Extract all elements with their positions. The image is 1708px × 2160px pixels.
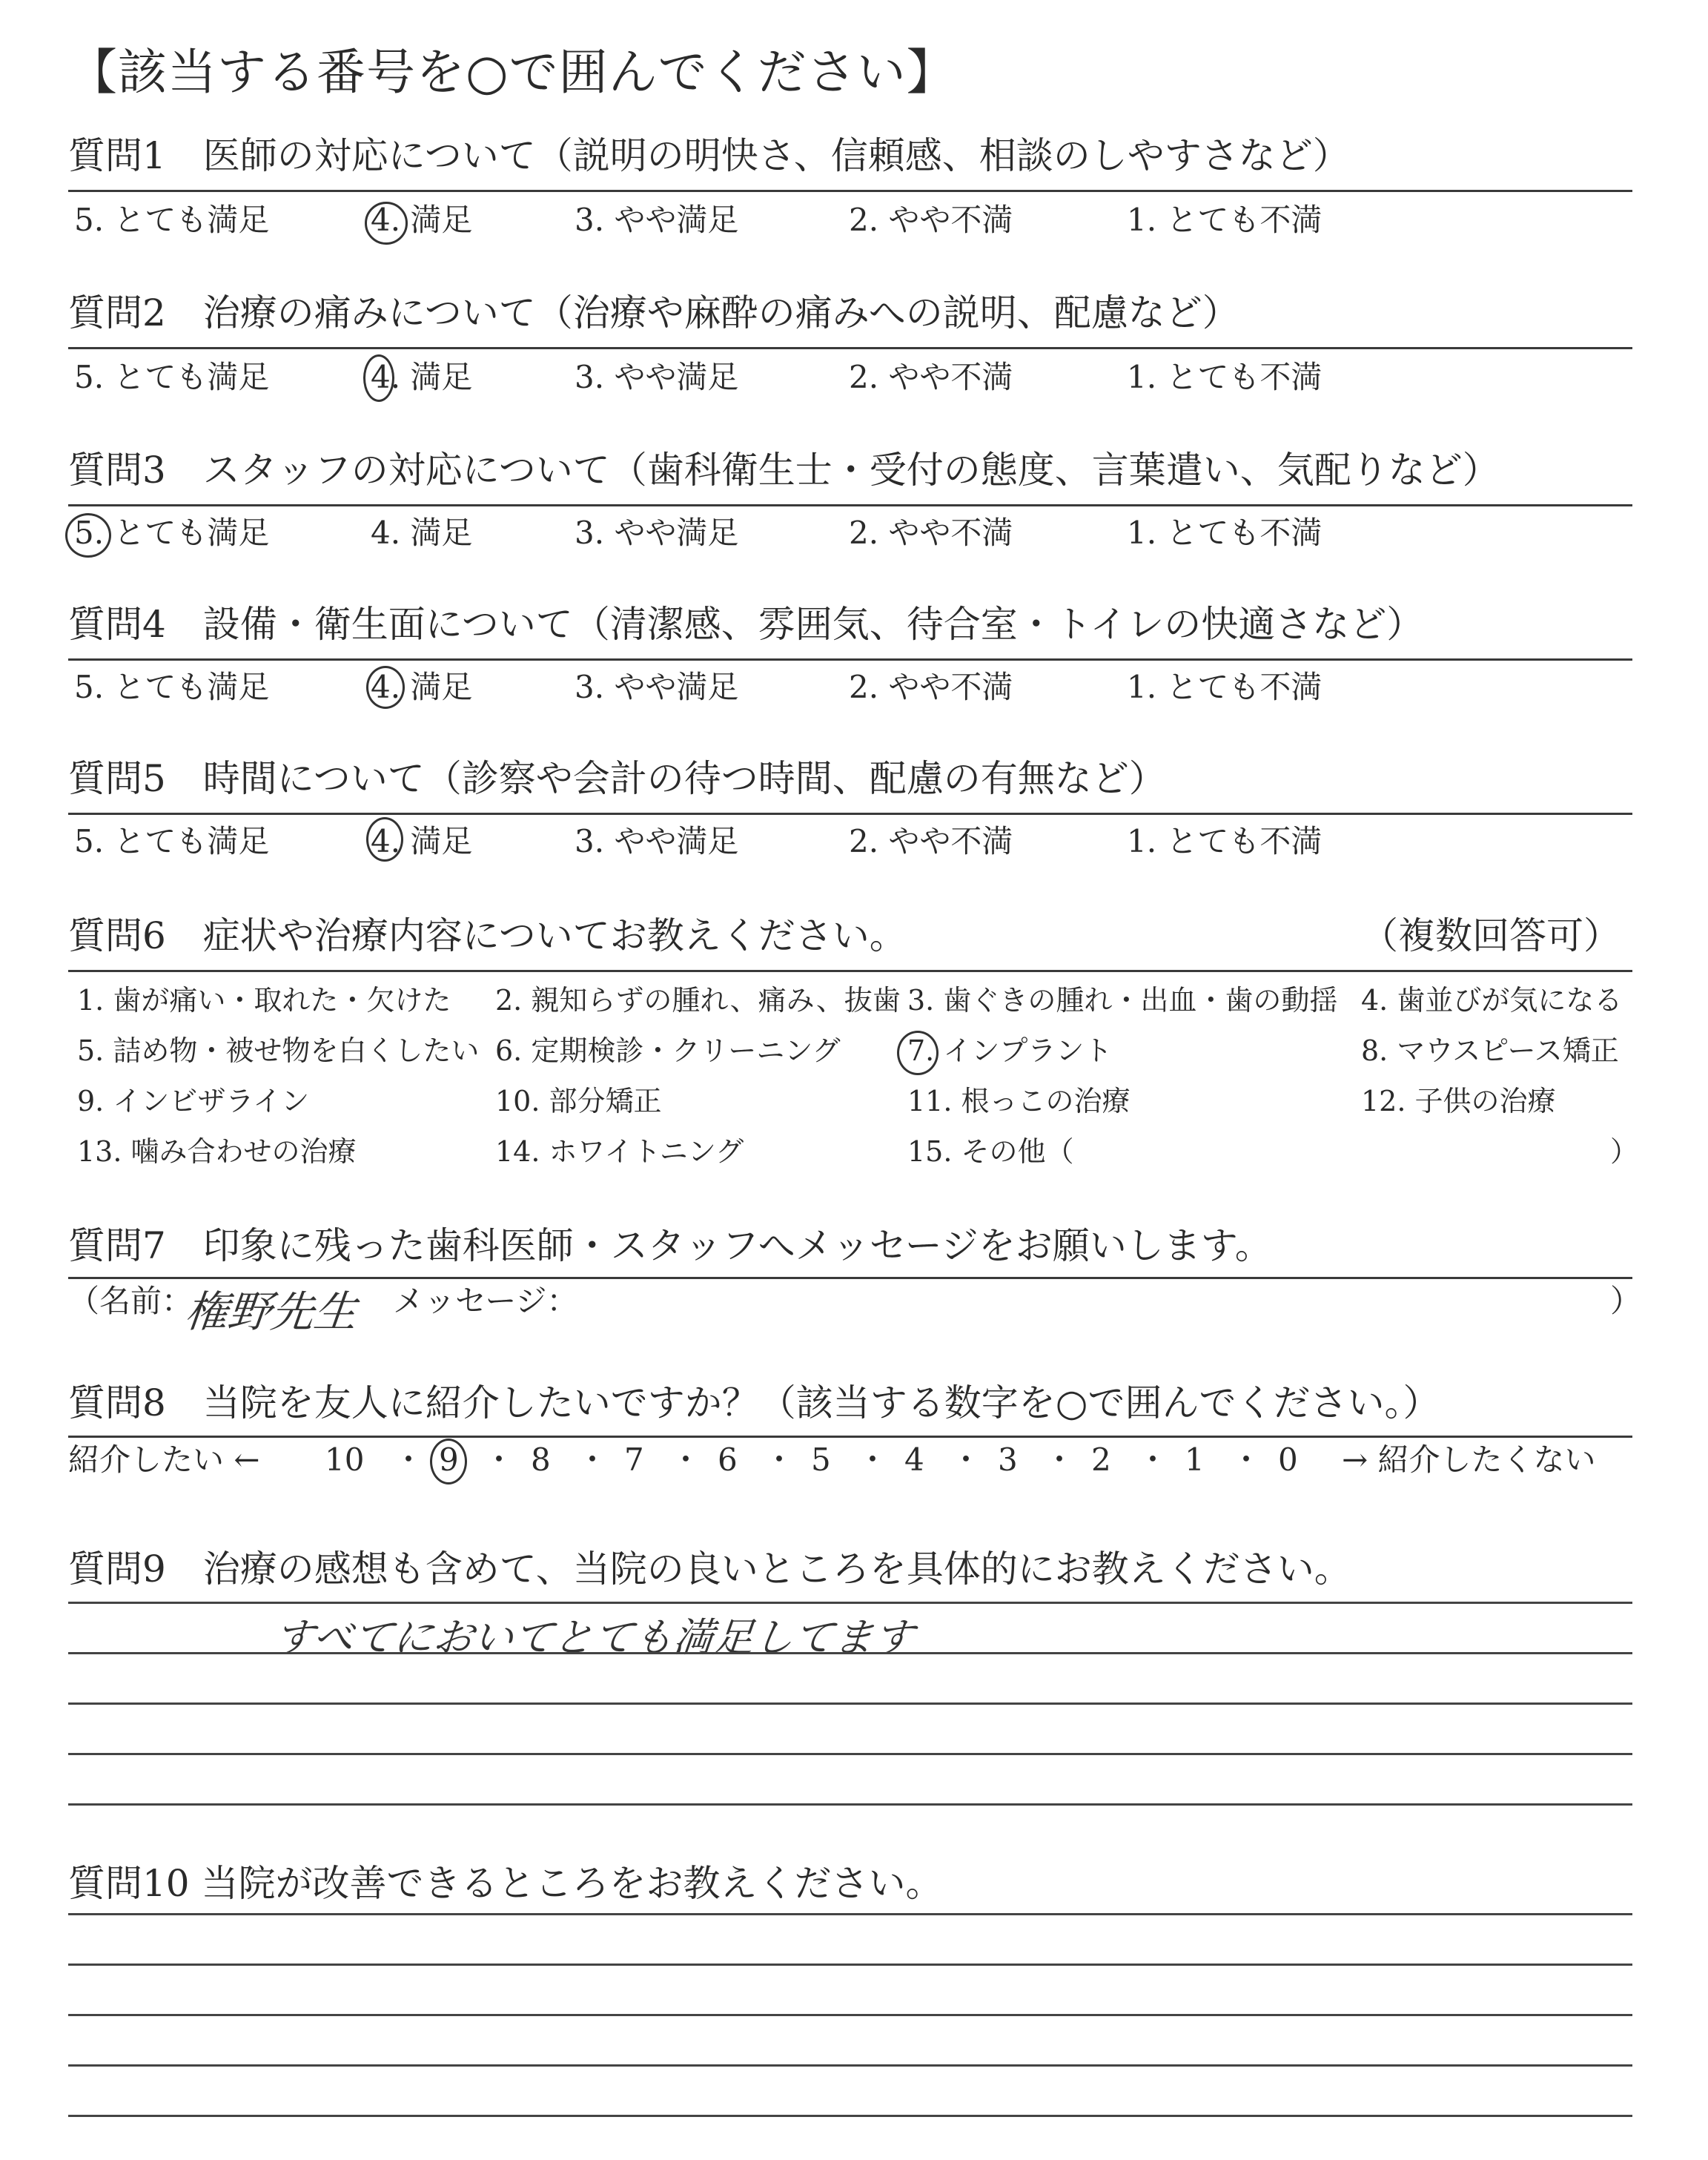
q3-option-4[interactable]: 4. 満足 [371, 515, 473, 551]
question-1-rule [68, 190, 1632, 192]
question-8 [68, 1381, 1632, 1425]
q8-score-4[interactable]: 4 [904, 1441, 924, 1478]
question-4-rule [68, 658, 1632, 661]
q3-selection-circle [65, 513, 111, 558]
q10-write-line [68, 1964, 1632, 1966]
question-3-rule [68, 504, 1632, 506]
q6-selection-circle [897, 1031, 939, 1075]
q1-selection-circle [365, 202, 408, 245]
q2-option-3[interactable]: 3. やや満足 [575, 359, 739, 395]
q8-separator: ・ [483, 1441, 515, 1478]
q4-selection-circle [366, 666, 405, 709]
question-6-note: （複数回答可） [1361, 914, 1621, 957]
question-5-rule [68, 813, 1632, 815]
q3-option-5[interactable]: 5. とても満足 [74, 515, 270, 551]
q6-item-11[interactable]: 11. 根っこの治療 [907, 1085, 1131, 1117]
q8-left-label: 紹介したい ← [68, 1441, 260, 1478]
q1-option-5[interactable]: 5. とても満足 [74, 202, 270, 238]
q1-option-3[interactable]: 3. やや満足 [575, 202, 739, 238]
q8-score-6[interactable]: 6 [718, 1441, 738, 1478]
q6-item-12[interactable]: 12. 子供の治療 [1361, 1085, 1556, 1117]
q6-item-7[interactable]: 7. インプラント [907, 1034, 1113, 1067]
q6-item-8[interactable]: 8. マウスピース矯正 [1361, 1034, 1619, 1067]
q6-item-13[interactable]: 13. 噛み合わせの治療 [77, 1135, 357, 1168]
q8-score-0[interactable]: 0 [1278, 1441, 1298, 1478]
q8-score-10[interactable]: 10 [325, 1441, 365, 1478]
question-9-title: 質問9 治療の感想も含めて、当院の良いところを具体的にお教えください。 [68, 1548, 1351, 1591]
q7-name-label: （名前： [68, 1283, 193, 1319]
q10-write-line [68, 2115, 1632, 2117]
question-3 [68, 448, 1632, 492]
q7-close-paren: ） [1610, 1283, 1642, 1319]
q2-option-1[interactable]: 1. とても不満 [1127, 359, 1323, 395]
q8-separator: ・ [1044, 1441, 1076, 1478]
q8-separator: ・ [764, 1441, 795, 1478]
question-8-rule [68, 1436, 1632, 1438]
question-7 [68, 1223, 1632, 1268]
q8-score-3[interactable]: 3 [998, 1441, 1018, 1478]
q9-write-line [68, 1753, 1632, 1755]
q8-selection-circle [430, 1439, 467, 1484]
question-7-title: 質問7 印象に残った歯科医師・スタッフへメッセージをお願いします。 [68, 1224, 1272, 1267]
question-2-title: 質問2 治療の痛みについて（治療や麻酔の痛みへの説明、配慮など） [68, 291, 1239, 334]
q10-write-line [68, 2064, 1632, 2067]
q6-item-2[interactable]: 2. 親知らずの腫れ、痛み、抜歯 [495, 984, 901, 1017]
question-1-title: 質問1 医師の対応について（説明の明快さ、信頼感、相談のしやすさなど） [68, 134, 1350, 177]
q6-item-10[interactable]: 10. 部分矯正 [495, 1085, 662, 1117]
question-8-title: 質問8 当院を友人に紹介したいですか？（該当する数字を○で囲んでください。） [68, 1381, 1440, 1424]
q4-option-5[interactable]: 5. とても満足 [74, 669, 270, 705]
q3-option-1[interactable]: 1. とても不満 [1127, 515, 1323, 551]
q8-separator: ・ [950, 1441, 982, 1478]
q5-option-5[interactable]: 5. とても満足 [74, 823, 270, 859]
q4-option-4[interactable]: 4. 満足 [371, 669, 473, 705]
question-3-title: 質問3 スタッフの対応について（歯科衛生士・受付の態度、言葉遣い、気配りなど） [68, 449, 1500, 492]
page-heading: 【該当する番号を○で囲んでください】 [68, 44, 956, 101]
q6-item-4[interactable]: 4. 歯並びが気になる [1361, 984, 1623, 1017]
q2-option-5[interactable]: 5. とても満足 [74, 359, 270, 395]
q8-score-5[interactable]: 5 [811, 1441, 831, 1478]
q8-separator: ・ [670, 1441, 702, 1478]
question-6-rule [68, 970, 1632, 972]
q7-message-label: メッセージ： [393, 1283, 578, 1319]
q8-score-2[interactable]: 2 [1091, 1441, 1111, 1478]
q8-separator: ・ [857, 1441, 889, 1478]
question-9 [68, 1547, 1632, 1591]
q4-option-2[interactable]: 2. やや不満 [849, 669, 1013, 705]
question-4 [68, 602, 1632, 647]
q6-item-15[interactable]: 15. その他（ [907, 1135, 1074, 1168]
question-1 [68, 133, 1632, 178]
q9-write-line [68, 1702, 1632, 1705]
q8-score-8[interactable]: 8 [531, 1441, 551, 1478]
q3-option-2[interactable]: 2. やや不満 [849, 515, 1013, 551]
q10-write-line [68, 1913, 1632, 1915]
q9-write-line [68, 1652, 1632, 1654]
q6-item-6[interactable]: 6. 定期検診・クリーニング [495, 1034, 841, 1067]
q6-item-9[interactable]: 9. インビザライン [77, 1085, 310, 1117]
q1-option-2[interactable]: 2. やや不満 [849, 202, 1013, 238]
q6-item-5[interactable]: 5. 詰め物・被せ物を白くしたい [77, 1034, 480, 1067]
q1-option-4[interactable]: 4. 満足 [371, 202, 473, 238]
q8-score-1[interactable]: 1 [1185, 1441, 1205, 1478]
q1-option-1[interactable]: 1. とても不満 [1127, 202, 1323, 238]
q2-selection-circle [363, 354, 394, 402]
q10-write-line [68, 2014, 1632, 2016]
question-5-title: 質問5 時間について（診察や会計の待つ時間、配慮の有無など） [68, 757, 1166, 800]
q4-option-1[interactable]: 1. とても不満 [1127, 669, 1323, 705]
q8-score-7[interactable]: 7 [624, 1441, 644, 1478]
q8-separator: ・ [393, 1441, 425, 1478]
q6-item-14[interactable]: 14. ホワイトニング [495, 1135, 744, 1168]
q5-option-1[interactable]: 1. とても不満 [1127, 823, 1323, 859]
q2-option-4[interactable]: 4. 満足 [371, 359, 473, 395]
question-6-title: 質問6 症状や治療内容についてお教えください。 [68, 914, 907, 957]
question-4-title: 質問4 設備・衛生面について（清潔感、雰囲気、待合室・トイレの快適さなど） [68, 603, 1424, 646]
q8-separator: ・ [577, 1441, 609, 1478]
q9-write-line [68, 1602, 1632, 1604]
q7-name-value[interactable]: 権野先生 [182, 1287, 360, 1337]
q8-right-label: → 紹介したくない [1342, 1441, 1596, 1478]
q8-score-9[interactable]: 9 [439, 1441, 459, 1478]
q8-separator: ・ [1137, 1441, 1169, 1478]
question-10-title: 質問10 当院が改善できるところをお教えください。 [68, 1862, 943, 1905]
question-5 [68, 756, 1632, 801]
question-10 [68, 1861, 1632, 1906]
q6-item-1[interactable]: 1. 歯が痛い・取れた・欠けた [77, 984, 451, 1017]
question-2-rule [68, 347, 1632, 349]
q5-selection-circle [366, 817, 403, 862]
q4-option-3[interactable]: 3. やや満足 [575, 669, 739, 705]
q8-separator: ・ [1231, 1441, 1262, 1478]
q5-option-4[interactable]: 4. 満足 [371, 823, 473, 859]
q3-option-3[interactable]: 3. やや満足 [575, 515, 739, 551]
q6-other-close: ） [1610, 1135, 1639, 1168]
q5-option-3[interactable]: 3. やや満足 [575, 823, 739, 859]
q5-option-2[interactable]: 2. やや不満 [849, 823, 1013, 859]
q9-write-line [68, 1803, 1632, 1806]
q6-item-3[interactable]: 3. 歯ぐきの腫れ・出血・歯の動揺 [907, 984, 1338, 1017]
question-2 [68, 291, 1632, 335]
q9-answer[interactable]: すべてにおいてとても満足してます [271, 1614, 916, 1661]
q2-option-2[interactable]: 2. やや不満 [849, 359, 1013, 395]
